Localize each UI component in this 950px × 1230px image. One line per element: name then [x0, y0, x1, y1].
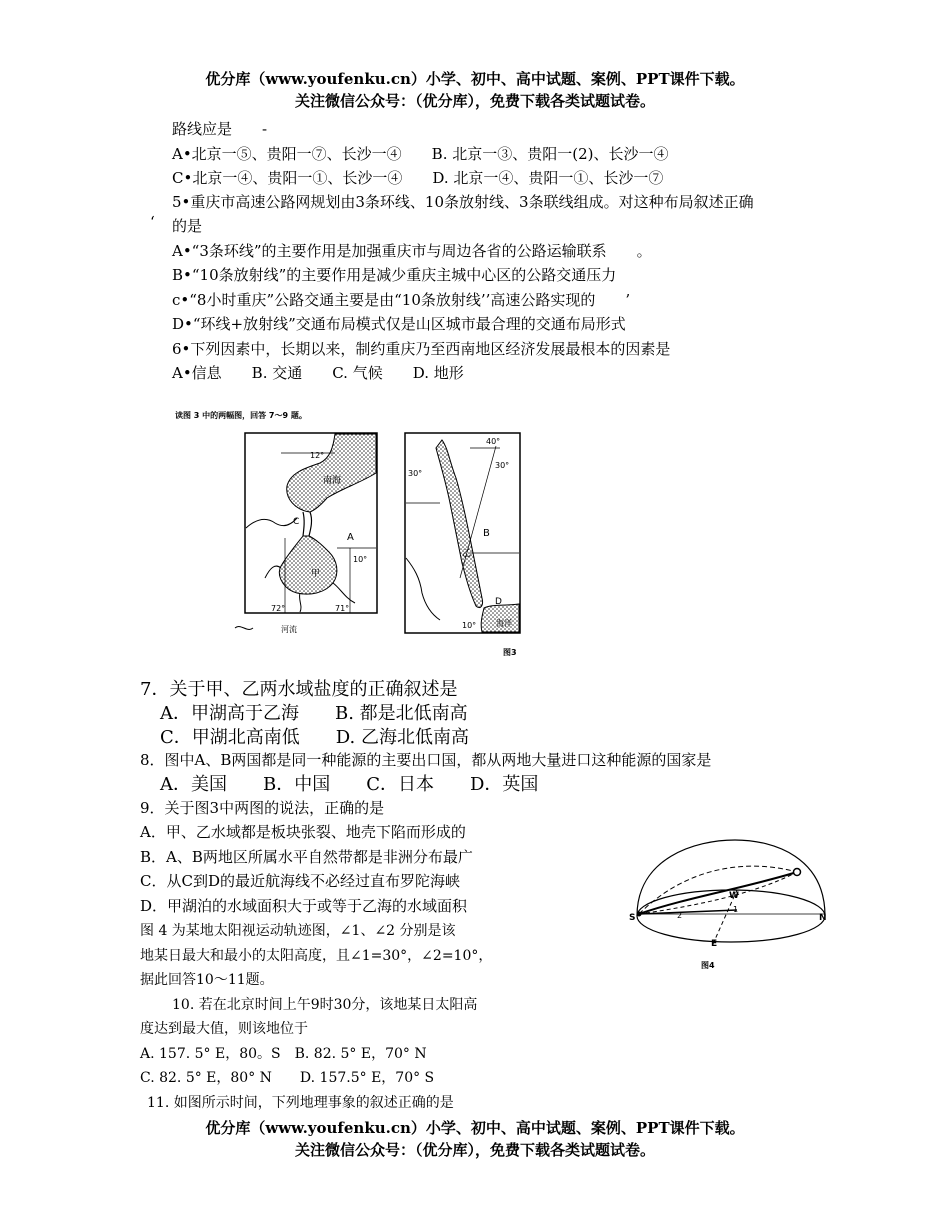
q4-options-cd: C•北京一④、贵阳一①、长沙一④ D. 北京一④、贵阳一①、长沙一⑦: [172, 169, 664, 187]
fig4-intro-line-1: 图 4 为某地太阳视运动轨迹图，∠1、∠2 分别是该: [140, 923, 456, 939]
lon-71-label: 71°: [335, 604, 350, 613]
angle-1-label: 1: [733, 905, 739, 914]
q5-option-a: A•“3条环线”的主要作用是加强重庆市与周边各省的公路运输联系 。: [172, 242, 652, 260]
q10-stem-line-2: 度达到最大值，则该地位于: [140, 1021, 308, 1037]
lat-12-label: 12°: [310, 451, 325, 460]
river-legend-icon: [235, 627, 253, 630]
ocean-label: 海洋: [496, 619, 512, 628]
country-b-label: B: [483, 528, 490, 539]
q4-tail: 路线应是 -: [172, 120, 268, 138]
header-line-1: 优分库（www.youfenku.cn）小学、初中、高中试题、案例、PPT课件下载。: [205, 70, 745, 88]
figure3-right-map: [400, 428, 530, 638]
q9-option-b: B．A、B两地区所属水平自然带都是非洲分布最广: [140, 848, 473, 866]
q8-stem: 8．图中A、B两国都是同一种能源的主要出口国，都从两地大量进口这种能源的国家是: [140, 751, 712, 769]
south-label: S: [629, 913, 636, 923]
q5-stem-line-2: 的是: [172, 217, 203, 235]
west-label: W: [729, 891, 739, 901]
fig4-intro-line-2: 地某日最大和最小的太阳高度，且∠1=30°，∠2=10°，: [140, 948, 493, 964]
legend-river-label: 河流: [281, 625, 297, 634]
country-a-label: A: [347, 532, 354, 543]
footer-line-1: 优分库（www.youfenku.cn）小学、初中、高中试题、案例、PPT课件下载。: [205, 1119, 745, 1137]
figure3-instruction: 读图 3 中的两幅图，回答 7～9 题。: [175, 411, 307, 420]
sea-label: 南海: [323, 476, 342, 486]
q7-stem: 7．关于甲、乙两水域盐度的正确叙述是: [140, 679, 458, 700]
lat-10-label: 10°: [353, 555, 368, 564]
lat-30b-label: 30°: [495, 461, 510, 470]
q7-options-cd: C．甲湖北高南低 D. 乙海北低南高: [160, 727, 470, 748]
point-c-label: C: [293, 517, 300, 527]
north-label: N: [819, 913, 827, 923]
figure3-caption: 图3: [503, 648, 517, 657]
sea-yi-label: 乙: [462, 549, 472, 559]
figure4-sun-path-diagram: [625, 828, 840, 978]
point-d-label: D: [495, 597, 502, 607]
q5-margin-mark: ‘: [150, 213, 155, 231]
angle-2-label: 2: [677, 911, 683, 920]
q10-options-cd: C. 82. 5° E，80° N D. 157.5° E，70° S: [140, 1070, 435, 1086]
q5-option-d: D•“环线+放射线”交通布局模式仅是山区城市最合理的交通布局形式: [172, 315, 626, 333]
q4-options-ab: A•北京一⑤、贵阳一⑦、长沙一④ B. 北京一③、贵阳一(2)、长沙一④: [172, 145, 669, 163]
q9-stem: 9．关于图3中两图的说法，正确的是: [140, 799, 385, 817]
q9-option-d: D．甲湖泊的水域面积大于或等于乙海的水域面积: [140, 897, 468, 915]
q5-stem-line-1: 5•重庆市高速公路网规划由3条环线、10条放射线、3条联线组成。对这种布局叙述正确: [172, 193, 754, 211]
lat-40-label: 40°: [486, 437, 501, 446]
q6-stem: 6•下列因素中，长期以来，制约重庆乃至西南地区经济发展最根本的因素是: [172, 340, 671, 358]
q10-options-ab: A. 157. 5° E，80。S B. 82. 5° E，70° N: [140, 1046, 427, 1062]
lat-30a-label: 30°: [408, 469, 423, 478]
q5-option-c: c•“8小时重庆”公路交通主要是由“10条放射线’’高速公路实现的 ’: [172, 291, 631, 309]
footer-line-2: 关注微信公众号：（优分库），免费下载各类试题试卷。: [294, 1141, 655, 1159]
q11-stem: 11. 如图所示时间，下列地理事象的叙述正确的是: [147, 1095, 454, 1111]
q9-option-a: A．甲、乙水域都是板块张裂、地壳下陷而形成的: [140, 823, 466, 841]
figure3-left-map: [225, 428, 385, 638]
fig4-intro-line-3: 据此回答10～11题。: [140, 972, 274, 988]
east-label: E: [711, 939, 718, 949]
q9-option-c: C．从C到D的最近航海线不必经过直布罗陀海峡: [140, 872, 460, 890]
q8-options: A．美国 B．中国 C．日本 D．英国: [160, 774, 539, 795]
q6-options: A•信息 B. 交通 C. 气候 D. 地形: [172, 364, 464, 382]
q7-options-ab: A．甲湖高于乙海 B. 都是北低南高: [160, 703, 468, 724]
header-line-2: 关注微信公众号：（优分库），免费下载各类试题试卷。: [294, 92, 655, 110]
q5-option-b: B•“10条放射线”的主要作用是减少重庆主城中心区的公路交通压力: [172, 266, 617, 284]
figure4-caption: 图4: [701, 961, 715, 970]
lake-jia-label: 甲: [311, 569, 321, 579]
q10-stem-line-1: 10. 若在北京时间上午9时30分，该地某日太阳高: [172, 997, 478, 1013]
lat-10-right-label: 10°: [462, 621, 477, 630]
lon-72-label: 72°: [271, 604, 286, 613]
